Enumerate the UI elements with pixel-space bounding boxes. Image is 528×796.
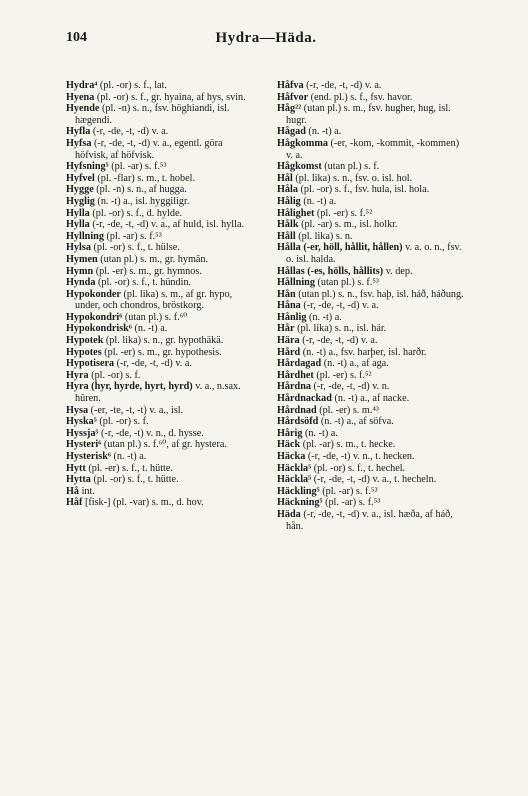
entry-definition: (pl. -ar) s. f.⁵³ <box>108 161 167 173</box>
dictionary-entry <box>277 381 467 393</box>
dictionary-entry <box>277 219 467 231</box>
entry-headword: Hysterisk⁶ <box>66 451 111 462</box>
entry-headword: Hån <box>277 288 296 300</box>
dictionary-entry <box>277 196 467 208</box>
dictionary-entry <box>277 138 467 161</box>
entry-definition: (-r, -de, -t) v. n., t. hecken. <box>305 451 415 462</box>
entry-headword: Hålig <box>277 195 301 207</box>
entry-definition: (-er, -kom, -kommit, -kommen) v. a. <box>286 137 460 161</box>
entry-definition: (pl. lika) s. n., isl. hár. <box>294 323 387 335</box>
entry-definition: (pl. -or) s. f., t. hündin. <box>95 277 192 289</box>
dictionary-entry <box>277 486 467 498</box>
entry-definition: (-r, -de, -t, -d) v. a. <box>90 126 169 138</box>
entry-headword: Häckla⁵ <box>277 462 312 474</box>
entry-definition: (pl. -or) s. f., t. hütte. <box>90 474 179 486</box>
entry-definition: (pl. -or) s. f., t. hechel. <box>311 462 406 474</box>
entry-definition: (-r, -de, -t, -d) v. a., t. hecheln. <box>311 474 437 486</box>
entry-headword: Hytta <box>66 474 91 486</box>
entry-headword: Hypokondri⁶ <box>66 311 123 323</box>
dictionary-entry <box>66 92 254 104</box>
entry-definition: (pl. -or) s. f., t. hülse. <box>90 242 180 254</box>
dictionary-entry <box>66 161 254 173</box>
entry-definition: (-r, -de, -t, -d) v. a. <box>303 80 382 91</box>
entry-headword: Hågkomst <box>277 161 322 173</box>
dictionary-entry <box>277 509 467 532</box>
entry-headword: Hyra (hyr, hyrde, hyrt, hyrd) <box>66 381 193 393</box>
dictionary-entry <box>277 103 467 126</box>
dictionary-entry <box>66 208 254 220</box>
entry-headword: Hysa <box>66 404 89 416</box>
entry-definition: (pl. -or) s. f., lat. <box>97 80 167 91</box>
dictionary-entry <box>277 208 467 220</box>
dictionary-entry <box>277 161 467 173</box>
dictionary-entry <box>277 370 467 382</box>
entry-headword: Hållning <box>277 277 315 289</box>
dictionary-entry <box>66 173 254 185</box>
entry-headword: Hypotes <box>66 346 102 358</box>
dictionary-entry <box>277 497 467 509</box>
entry-headword: Hylla <box>66 207 90 219</box>
entry-definition: (n. -t) a. <box>300 195 337 207</box>
dictionary-entry <box>277 126 467 138</box>
entry-definition: v. dep. <box>383 265 413 277</box>
entry-definition: (pl. -ar) s. m., isl. holkr. <box>298 219 398 231</box>
entry-definition: (pl. -ar) s. f.⁵³ <box>319 485 378 497</box>
entry-definition: (-r, -de, -t, -d) v. a. <box>114 358 192 370</box>
dictionary-entry <box>66 474 254 486</box>
entry-headword: Håf <box>66 497 83 509</box>
entry-headword: Hårdagad <box>277 358 322 370</box>
entry-headword: Hågkomma <box>277 137 328 149</box>
entry-headword: Hymn <box>66 265 94 277</box>
entry-headword: Hyfla <box>66 126 91 138</box>
dictionary-entry <box>66 405 254 417</box>
entry-definition: (pl. -er) s. f.⁵² <box>314 207 373 219</box>
entry-definition: (pl. -ar) s. m., t. hecke. <box>300 439 396 451</box>
entry-headword: Håll <box>277 230 296 242</box>
dictionary-entry <box>277 266 467 278</box>
entry-headword: Häck <box>277 439 301 451</box>
entry-definition: (pl. -er) s. f., t. hütte. <box>85 462 173 474</box>
entry-definition: (-r, -de, -t, -d) v. a., af huld, isl. hylla. <box>89 219 245 231</box>
entry-definition: (-r, -de, -t, -d) v. a., egentl. göra höfvisk, af höfvisk. <box>75 137 223 161</box>
dictionary-entry <box>66 242 254 254</box>
entry-headword: Hypokonder <box>66 288 121 300</box>
dictionary-entry <box>66 358 254 370</box>
dictionary-entry <box>66 486 254 498</box>
entry-headword: Hylla <box>66 219 90 231</box>
entry-headword: Hypotisera <box>66 358 115 370</box>
dictionary-entry <box>277 323 467 335</box>
dictionary-entry <box>66 231 254 243</box>
entry-definition: (utan pl.) s. f.⁶⁰, af gr. hystera. <box>101 439 227 451</box>
entry-headword: Håla <box>277 184 298 196</box>
entry-headword: Hygge <box>66 184 94 196</box>
entry-definition: (n. -t) a., fsv. harþer, isl. harðr. <box>300 346 427 358</box>
entry-headword: Håfva <box>277 80 304 91</box>
dictionary-entry <box>277 80 467 92</box>
entry-headword: Häckning⁵ <box>277 497 323 509</box>
entry-headword: Häckla⁵ <box>277 474 312 486</box>
entry-definition: (pl. -er) s. m.⁴³ <box>316 404 379 416</box>
entry-definition: (n. -t) a. <box>110 451 147 462</box>
entry-definition: (n. -t) a., af nacke. <box>331 393 410 405</box>
entry-headword: Håfvor <box>277 91 309 103</box>
entry-definition: v. a., n.sax. hûren. <box>75 381 241 405</box>
entry-definition: (pl. -or) s. f., d. hylde. <box>89 207 183 219</box>
entry-headword: Hyssja⁵ <box>66 427 99 439</box>
dictionary-entry <box>66 463 254 475</box>
entry-definition: (pl. -er) s. m., gr. hymnos. <box>93 265 202 277</box>
dictionary-entry <box>277 451 467 463</box>
entry-headword: Häckling⁵ <box>277 485 320 497</box>
entry-definition: (n. -t) a. <box>302 427 338 439</box>
entry-headword: Hårig <box>277 427 303 439</box>
entry-headword: Hypokondrisk⁶ <box>66 323 132 335</box>
entry-headword: Håna <box>277 300 301 312</box>
entry-definition: (pl. -n) s. n., af hugga. <box>93 184 187 196</box>
entry-headword: Håg²² <box>277 103 302 115</box>
dictionary-entry <box>66 428 254 440</box>
entry-headword: Hår <box>277 323 295 335</box>
entry-headword: Hårdna <box>277 381 311 393</box>
dictionary-entry <box>277 173 467 185</box>
dictionary-entry <box>277 92 467 104</box>
entry-headword: Hylsa <box>66 242 91 254</box>
entry-headword: Hyfvel <box>66 172 95 184</box>
entry-headword: Hyra <box>66 369 89 381</box>
dictionary-entry <box>277 463 467 475</box>
entry-definition: (end. pl.) s. f., fsv. havor. <box>308 91 413 103</box>
dictionary-entry <box>66 323 254 335</box>
entry-headword: Hålighet <box>277 207 315 219</box>
dictionary-entry <box>277 405 467 417</box>
entry-definition: (-r, -de, -t) v. n., d. hysse. <box>98 427 204 439</box>
entry-headword: Hytt <box>66 462 86 474</box>
entry-headword: Hyfsa <box>66 137 92 149</box>
entry-definition: (pl. -ar) s. f.⁵³ <box>103 230 162 242</box>
entry-definition: (utan pl.) s. n., fsv. haþ, isl. háð, háðung. <box>295 288 464 300</box>
dictionary-entry <box>277 358 467 370</box>
dictionary-entry <box>66 451 254 463</box>
dictionary-entry <box>66 103 254 126</box>
entry-headword: Häcka <box>277 451 306 462</box>
entry-headword: Hårdnad <box>277 404 317 416</box>
entry-definition: int. <box>79 485 95 497</box>
entry-definition: (pl. -or) s. f., gr. hyaina, af hys, svin. <box>94 91 246 103</box>
entry-definition: (n. -t) a., af söfva. <box>318 416 394 428</box>
entry-definition: (pl. -n) s. n., fsv. höghiandi, isl. hægendi. <box>75 103 230 126</box>
entry-definition: (pl. lika) s. n. <box>295 230 353 242</box>
left-column <box>66 80 254 509</box>
entry-definition: (pl. -or) s. f., fsv. hula, isl. hola. <box>297 184 430 196</box>
entry-headword: Hyska⁵ <box>66 416 97 428</box>
entry-definition: (utan pl.) s. m., gr. hymän. <box>97 253 209 265</box>
dictionary-entry <box>66 80 254 92</box>
dictionary-entry <box>66 184 254 196</box>
entry-headword: Hyfsning⁵ <box>66 161 109 173</box>
entry-definition: (-r, -de, -t, -d) v. a. <box>299 335 378 347</box>
entry-definition: (pl. -or) s. f. <box>96 416 149 428</box>
entry-headword: Hära <box>277 335 300 347</box>
page-header <box>66 30 466 50</box>
dictionary-entry <box>277 184 467 196</box>
dictionary-entry <box>66 381 254 404</box>
dictionary-entry <box>277 231 467 243</box>
entry-definition: (utan pl.) s. f. <box>321 161 380 173</box>
entry-headword: Hå <box>66 485 80 497</box>
dictionary-entry <box>277 277 467 289</box>
dictionary-entry <box>277 242 467 265</box>
dictionary-entry <box>277 393 467 405</box>
entry-headword: Hård <box>277 346 301 358</box>
entry-definition: (pl. lika) s. m., af gr. hypo, under, och chondros, bröstkorg. <box>75 288 233 312</box>
dictionary-entry <box>66 219 254 231</box>
dictionary-entry <box>66 138 254 161</box>
dictionary-entry <box>66 126 254 138</box>
dictionary-entry <box>277 335 467 347</box>
dictionary-entry <box>277 289 467 301</box>
dictionary-entry <box>66 196 254 208</box>
entry-headword: Hydra⁴ <box>66 80 98 91</box>
entry-headword: Hynda <box>66 277 96 289</box>
entry-headword: Hysteri⁶ <box>66 439 102 451</box>
entry-definition: (pl. -ar) s. f.⁵³ <box>322 497 381 509</box>
dictionary-entry <box>277 439 467 451</box>
entry-headword: Hånlig <box>277 311 307 323</box>
entry-definition: (n. -t) a. <box>131 323 168 335</box>
entry-definition: (pl. lika) s. n., fsv. o. isl. hol. <box>292 172 413 184</box>
dictionary-entry <box>66 289 254 312</box>
entry-headword: Hål <box>277 172 293 184</box>
entry-headword: Hållas (-es, hölls, hållits) <box>277 265 384 277</box>
entry-definition: (pl. -or) s. f. <box>88 369 141 381</box>
entry-definition: (n. -t) a. <box>306 311 342 323</box>
entry-headword: Hyllning <box>66 230 104 242</box>
entry-definition: (pl. -er) s. m., gr. hypothesis. <box>101 346 222 358</box>
entry-definition: (-r, -de, -t, -d) v. n. <box>310 381 390 393</box>
entry-definition: (-r, -de, -t, -d) v. a. <box>300 300 379 312</box>
entry-headword: Hårdsöfd <box>277 416 319 428</box>
dictionary-entry <box>66 312 254 324</box>
entry-definition: (utan pl.) s. f.⁵³ <box>314 277 379 289</box>
running-title: Hydra—Häda. <box>215 30 317 46</box>
dictionary-entry <box>66 347 254 359</box>
entry-definition: v. a. o. n., fsv. o. isl. halda. <box>286 242 462 265</box>
dictionary-entry <box>277 416 467 428</box>
dictionary-entry <box>277 300 467 312</box>
entry-definition: (n. -t) a., isl. hyggiligr. <box>94 195 190 207</box>
dictionary-entry <box>277 474 467 486</box>
dictionary-entry <box>277 347 467 359</box>
entry-headword: Hårdhet <box>277 369 314 381</box>
entry-definition: (utan pl.) s. f.⁶⁰ <box>122 311 188 323</box>
dictionary-entry <box>277 312 467 324</box>
entry-headword: Hyglig <box>66 195 95 207</box>
entry-headword: Hyena <box>66 91 95 103</box>
entry-headword: Hålla (-er, höll, hållit, hållen) <box>277 242 403 254</box>
dictionary-entry <box>66 439 254 451</box>
dictionary-entry <box>66 370 254 382</box>
dictionary-entry <box>66 266 254 278</box>
dictionary-entry <box>66 416 254 428</box>
entry-headword: Hårdnackad <box>277 393 332 405</box>
entry-definition: [fisk-] (pl. -var) s. m., d. hov. <box>82 497 204 509</box>
entry-definition: (utan pl.) s. m., fsv. hugher, hug, isl. hugr. <box>286 103 451 126</box>
entry-headword: Hyende <box>66 103 100 115</box>
entry-definition: (pl. -er) s. f.⁵² <box>313 369 372 381</box>
entry-definition: (n. -t) a., af aga. <box>321 358 389 370</box>
entry-definition: (n. -t) a. <box>305 126 342 138</box>
entry-definition: (-er, -te, -t, -t) v. a., isl. <box>88 404 184 416</box>
entry-headword: Hågad <box>277 126 306 138</box>
dictionary-entry <box>66 254 254 266</box>
dictionary-entry <box>66 335 254 347</box>
entry-headword: Häda <box>277 508 301 520</box>
entry-headword: Hymen <box>66 253 98 265</box>
entry-definition: (pl. lika) s. n., gr. hypothäkä. <box>103 335 224 347</box>
right-column <box>277 80 467 532</box>
page-number: 104 <box>66 30 87 45</box>
entry-headword: Hypotek <box>66 335 104 347</box>
dictionary-entry <box>277 428 467 440</box>
dictionary-entry <box>66 277 254 289</box>
entry-definition: (pl. -flar) s. m., t. hobel. <box>94 172 196 184</box>
entry-headword: Hålk <box>277 219 299 231</box>
dictionary-entry <box>66 497 254 509</box>
entry-definition: (-r, -de, -t, -d) v. a., isl. hæða, af háð, hån. <box>286 508 453 532</box>
